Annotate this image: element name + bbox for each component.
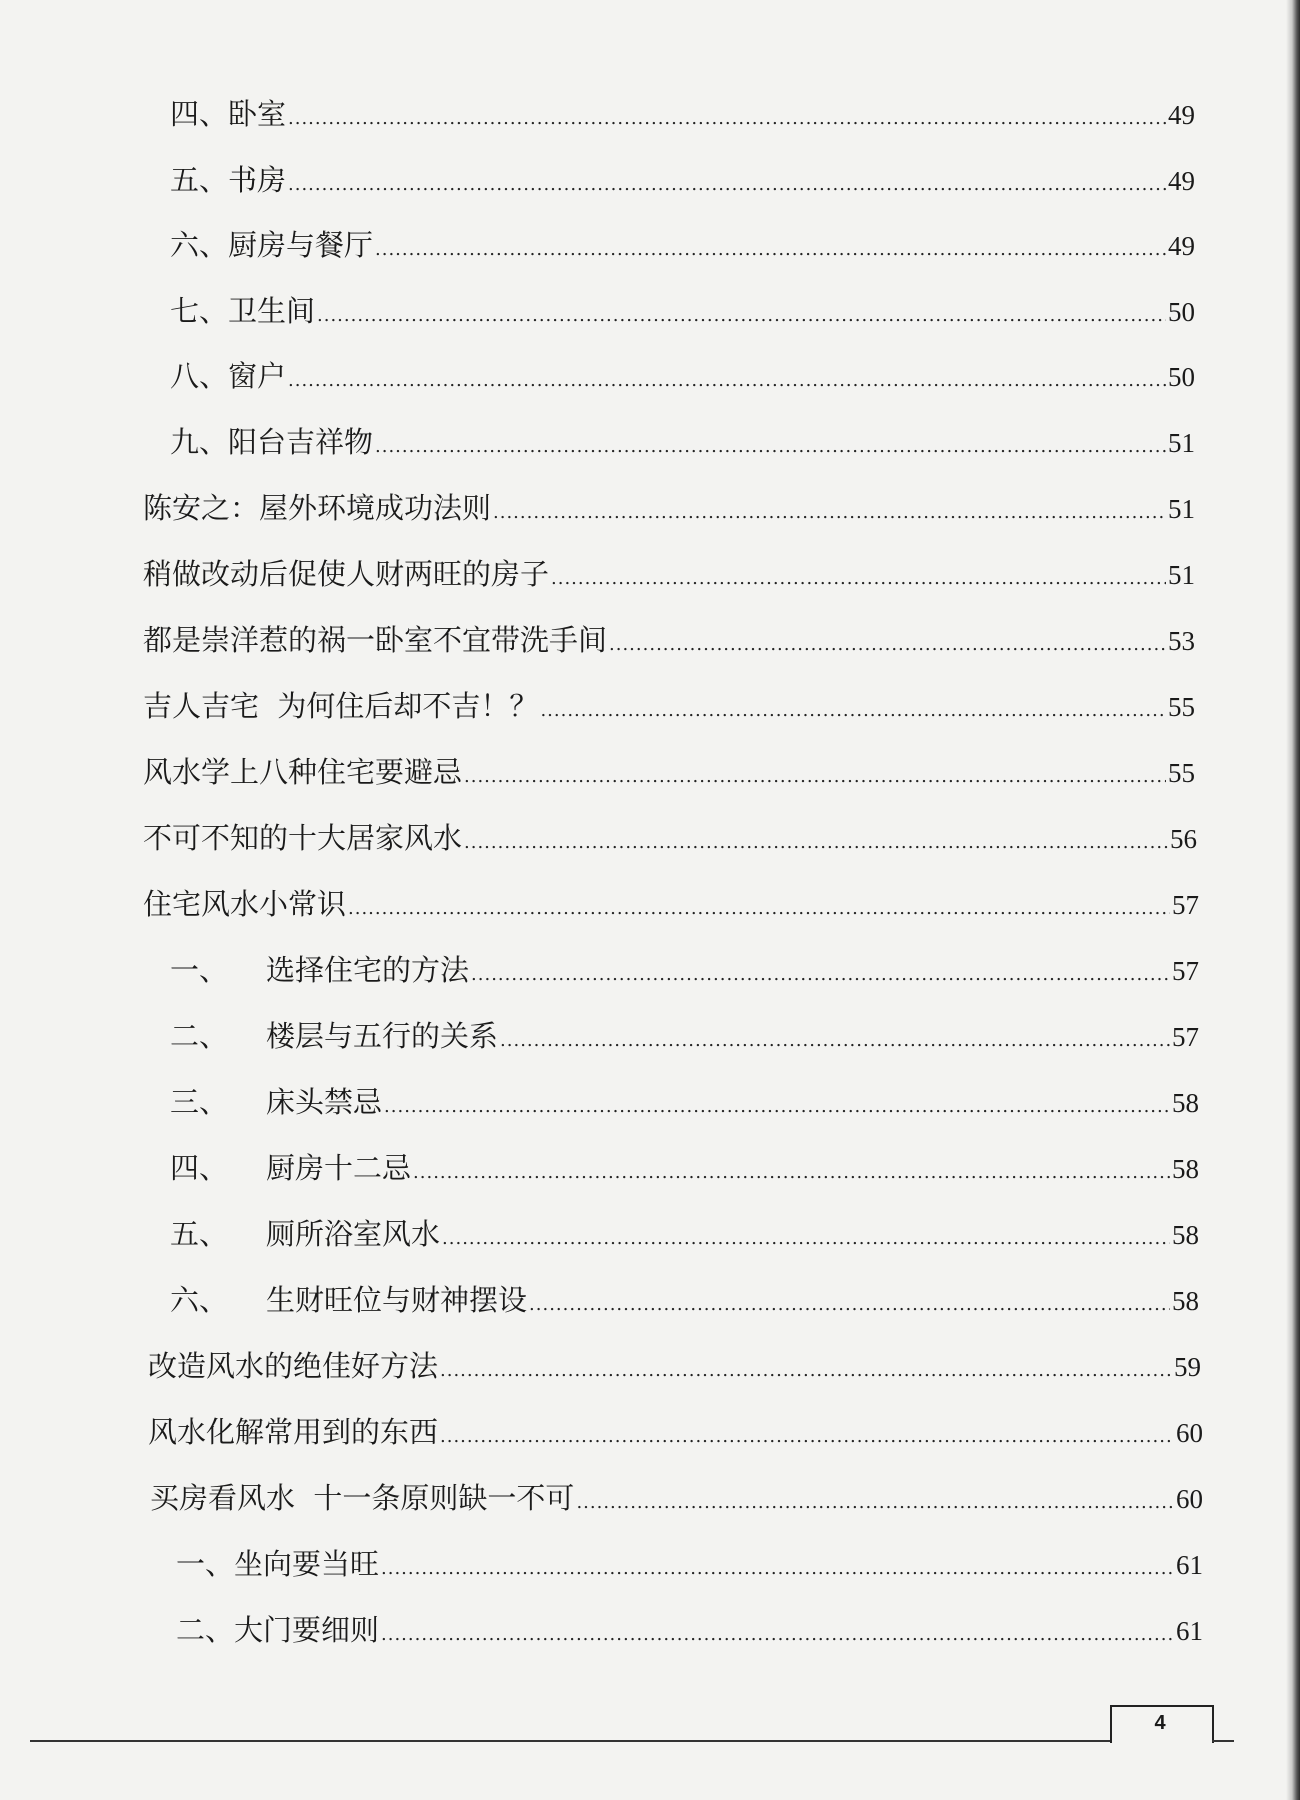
toc-entry-page: 49 bbox=[1168, 166, 1195, 196]
toc-entry-page: 59 bbox=[1174, 1352, 1201, 1382]
toc-entry-title: 二、大门要细则 bbox=[176, 1613, 380, 1647]
toc-entry-title: 四、卧室 bbox=[170, 97, 287, 131]
scan-edge-shadow bbox=[1286, 0, 1300, 1800]
toc-entry-title: 八、窗户 bbox=[170, 359, 287, 393]
toc-entry[interactable] bbox=[170, 96, 1195, 132]
toc-entry-title: 风水化解常用到的东西 bbox=[148, 1415, 439, 1449]
toc-entry[interactable] bbox=[150, 1480, 1203, 1516]
toc-entry-number: 四、 bbox=[170, 1151, 229, 1185]
toc-entry-text: 选择住宅的方法 bbox=[266, 953, 470, 987]
toc-leader-dots bbox=[493, 495, 1166, 531]
footer-rule bbox=[30, 1740, 1110, 1742]
toc-entry-page: 57 bbox=[1172, 890, 1199, 920]
toc-leader-dots bbox=[440, 1419, 1174, 1455]
footer-rule-tail bbox=[1212, 1740, 1234, 1742]
toc-entry-title: 风水学上八种住宅要避忌 bbox=[143, 755, 463, 789]
toc-entry-page: 60 bbox=[1176, 1418, 1203, 1448]
toc-leader-dots bbox=[381, 1617, 1174, 1653]
toc-entry-page: 61 bbox=[1176, 1550, 1203, 1580]
toc-entry-page: 51 bbox=[1168, 428, 1195, 458]
toc-entry-number: 三、 bbox=[170, 1085, 229, 1119]
toc-entry[interactable] bbox=[170, 227, 1195, 263]
toc-entry-page: 58 bbox=[1172, 1088, 1199, 1118]
toc-entry-page: 49 bbox=[1168, 231, 1195, 261]
toc-entry-number: 六、 bbox=[170, 1283, 229, 1317]
toc-entry-title bbox=[170, 1084, 382, 1120]
toc-entry-page: 61 bbox=[1176, 1616, 1203, 1646]
toc-entry-text: 楼层与五行的关系 bbox=[266, 1019, 499, 1053]
toc-leader-dots bbox=[500, 1023, 1170, 1059]
toc-leader-dots bbox=[375, 429, 1166, 465]
toc-leader-dots bbox=[413, 1155, 1170, 1191]
toc-entry-page: 51 bbox=[1168, 560, 1195, 590]
toc-entry-page: 58 bbox=[1172, 1154, 1199, 1184]
toc-leader-dots bbox=[609, 627, 1166, 663]
toc-entry[interactable] bbox=[143, 886, 1199, 922]
toc-entry-page: 55 bbox=[1168, 692, 1195, 722]
toc-entry-page: 56 bbox=[1170, 824, 1197, 854]
toc-entry[interactable] bbox=[148, 1348, 1201, 1384]
page-number: 4 bbox=[1154, 1712, 1166, 1734]
toc-leader-dots bbox=[529, 1287, 1170, 1323]
toc-entry-text: 厨房十二忌 bbox=[266, 1151, 412, 1185]
toc-leader-dots bbox=[442, 1221, 1170, 1257]
toc-entry-title: 买房看风水 十一条原则缺一不可 bbox=[150, 1481, 575, 1515]
toc-leader-dots bbox=[384, 1089, 1170, 1125]
toc-entry[interactable] bbox=[143, 754, 1195, 790]
toc-entry-title: 陈安之：屋外环境成功法则 bbox=[143, 491, 492, 525]
toc-entry-title: 五、书房 bbox=[170, 163, 287, 197]
toc-entry-title: 稍做改动后促使人财两旺的房子 bbox=[143, 557, 550, 591]
toc-entry[interactable] bbox=[170, 424, 1195, 460]
toc-entry[interactable] bbox=[170, 1282, 1199, 1318]
toc-entry-title bbox=[170, 1216, 440, 1252]
toc-leader-dots bbox=[348, 891, 1170, 927]
toc-entry-title: 改造风水的绝佳好方法 bbox=[148, 1349, 439, 1383]
toc-entry-title: 不可不知的十大居家风水 bbox=[143, 821, 463, 855]
toc-entry-title: 一、坐向要当旺 bbox=[176, 1547, 380, 1581]
toc-entry-page: 55 bbox=[1168, 758, 1195, 788]
toc-entry-page: 60 bbox=[1176, 1484, 1203, 1514]
toc-leader-dots bbox=[540, 693, 1166, 729]
toc-entry-number: 二、 bbox=[170, 1019, 229, 1053]
toc-leader-dots bbox=[576, 1485, 1174, 1521]
toc-leader-dots bbox=[288, 363, 1166, 399]
toc-entry[interactable] bbox=[143, 556, 1195, 592]
toc-entry-text: 厕所浴室风水 bbox=[266, 1217, 441, 1251]
toc-entry[interactable] bbox=[170, 293, 1195, 329]
toc-leader-dots bbox=[471, 957, 1170, 993]
toc-leader-dots bbox=[317, 298, 1166, 334]
toc-entry-title: 七、卫生间 bbox=[170, 294, 316, 328]
toc-entry-page: 51 bbox=[1168, 494, 1195, 524]
toc-entry[interactable] bbox=[170, 1084, 1199, 1120]
toc-entry-page: 53 bbox=[1168, 626, 1195, 656]
toc-entry-title bbox=[170, 1018, 498, 1054]
toc-entry[interactable] bbox=[170, 1150, 1199, 1186]
toc-entry-text: 床头禁忌 bbox=[266, 1085, 383, 1119]
toc-entry-title bbox=[170, 1282, 527, 1318]
toc-entry-page: 50 bbox=[1168, 297, 1195, 327]
toc-entry-title bbox=[170, 1150, 411, 1186]
toc-leader-dots bbox=[375, 232, 1166, 268]
toc-leader-dots bbox=[551, 561, 1166, 597]
toc-entry[interactable] bbox=[176, 1612, 1203, 1648]
toc-entry-title: 住宅风水小常识 bbox=[143, 887, 347, 921]
toc-entry[interactable] bbox=[143, 490, 1195, 526]
toc-leader-dots bbox=[288, 167, 1166, 203]
toc-entry-page: 49 bbox=[1168, 100, 1195, 130]
toc-entry[interactable] bbox=[170, 358, 1195, 394]
toc-leader-dots bbox=[464, 759, 1166, 795]
toc-entry-page: 58 bbox=[1172, 1220, 1199, 1250]
toc-entry[interactable] bbox=[170, 162, 1195, 198]
toc-entry-title: 九、阳台吉祥物 bbox=[170, 425, 374, 459]
toc-entry-text: 生财旺位与财神摆设 bbox=[266, 1283, 528, 1317]
toc-leader-dots bbox=[464, 825, 1168, 861]
toc-entry-title: 吉人吉宅 为何住后却不吉！？ bbox=[143, 689, 539, 723]
toc-entry-number: 五、 bbox=[170, 1217, 229, 1251]
toc-leader-dots bbox=[288, 101, 1166, 137]
toc-entry[interactable] bbox=[170, 1216, 1199, 1252]
toc-entry-page: 50 bbox=[1168, 362, 1195, 392]
toc-entry[interactable] bbox=[170, 1018, 1199, 1054]
toc-leader-dots bbox=[381, 1551, 1174, 1587]
toc-entry-number: 一、 bbox=[170, 953, 229, 987]
toc-entry[interactable] bbox=[143, 820, 1197, 856]
toc-entry-title bbox=[170, 952, 469, 988]
toc-entry[interactable] bbox=[148, 1414, 1203, 1450]
toc-entry-page: 57 bbox=[1172, 956, 1199, 986]
toc-entry-page: 57 bbox=[1172, 1022, 1199, 1052]
toc-leader-dots bbox=[440, 1353, 1172, 1389]
toc-entry-title: 都是崇洋惹的祸一卧室不宜带洗手间 bbox=[143, 623, 608, 657]
toc-entry[interactable] bbox=[143, 688, 1195, 724]
toc-entry-title: 六、厨房与餐厅 bbox=[170, 228, 374, 262]
toc-entry[interactable] bbox=[143, 622, 1195, 658]
toc-entry-page: 58 bbox=[1172, 1286, 1199, 1316]
toc-entry[interactable] bbox=[170, 952, 1199, 988]
toc-entry[interactable] bbox=[176, 1546, 1203, 1582]
